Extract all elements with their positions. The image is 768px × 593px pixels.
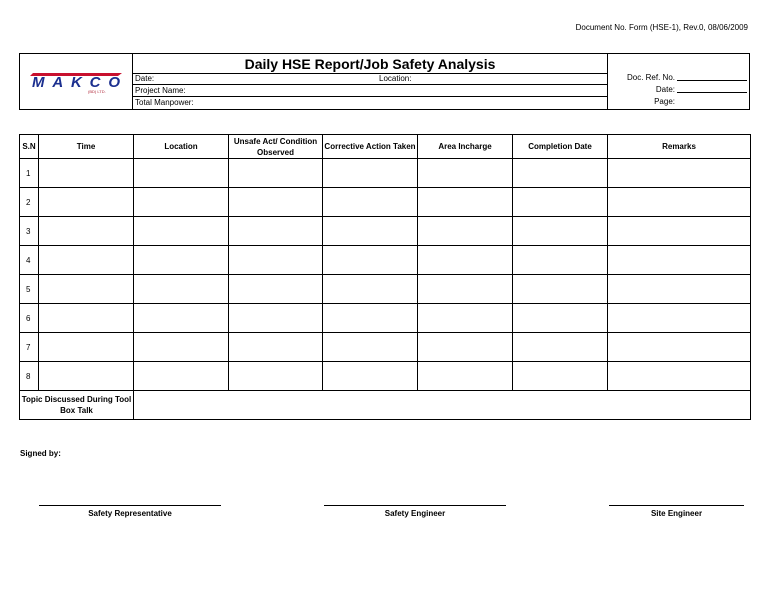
table-cell[interactable]: [418, 217, 513, 246]
table-cell[interactable]: [134, 304, 229, 333]
table-cell[interactable]: [513, 304, 608, 333]
table-cell[interactable]: [39, 304, 134, 333]
ref-date-label: Date:: [655, 85, 675, 94]
header-remarks: Remarks: [608, 135, 751, 159]
table-row: [20, 188, 751, 217]
table-cell[interactable]: [608, 188, 751, 217]
table-header-row: [20, 135, 751, 159]
table-cell[interactable]: [39, 333, 134, 362]
signature-line: [324, 505, 506, 506]
date-label: Date:: [135, 74, 155, 83]
svg-text:MAKCO: MAKCO: [32, 74, 120, 89]
signature-label: Safety Engineer: [384, 509, 446, 518]
table-row: [20, 333, 751, 362]
doc-ref-field[interactable]: [677, 72, 747, 81]
table-cell[interactable]: [513, 362, 608, 391]
table-cell[interactable]: [323, 217, 418, 246]
table-cell[interactable]: [323, 188, 418, 217]
table-cell[interactable]: [229, 246, 323, 275]
header-corrective-action: Corrective Action Taken: [323, 135, 418, 159]
signature-safety-engineer: [324, 505, 506, 518]
table-cell[interactable]: [513, 333, 608, 362]
table-cell[interactable]: [418, 246, 513, 275]
table-cell[interactable]: [418, 275, 513, 304]
table-cell[interactable]: [39, 275, 134, 304]
ref-date-field[interactable]: [677, 84, 747, 93]
header-unsafe-act: Unsafe Act/ Condition Observed: [229, 135, 323, 159]
table-cell[interactable]: [229, 159, 323, 188]
row-number: 8: [20, 362, 39, 391]
header-completion-date: Completion Date: [513, 135, 608, 159]
table-cell[interactable]: [39, 217, 134, 246]
table-cell[interactable]: [39, 188, 134, 217]
manpower-row: [133, 97, 607, 109]
date-location-row: [133, 73, 607, 85]
total-manpower-label: Total Manpower:: [135, 98, 194, 107]
ref-page-line: [617, 96, 747, 107]
table-cell[interactable]: [323, 304, 418, 333]
table-cell[interactable]: [513, 246, 608, 275]
table-cell[interactable]: [229, 275, 323, 304]
table-cell[interactable]: [418, 159, 513, 188]
table-cell[interactable]: [608, 217, 751, 246]
table-row: [20, 217, 751, 246]
project-row: [133, 85, 607, 97]
table-cell[interactable]: [608, 333, 751, 362]
location-label: Location:: [379, 74, 412, 83]
table-cell[interactable]: [608, 362, 751, 391]
signed-by-label: Signed by:: [20, 449, 61, 458]
header-location: Location: [134, 135, 229, 159]
ref-page-label: Page:: [654, 97, 675, 106]
makco-logo: [30, 71, 124, 89]
toolbox-talk-row: [20, 391, 751, 420]
signature-label: Site Engineer: [650, 509, 703, 518]
row-number: 4: [20, 246, 39, 275]
safety-analysis-table: [19, 134, 751, 420]
signature-line: [609, 505, 744, 506]
signature-site-engineer: [609, 505, 744, 518]
table-cell[interactable]: [418, 362, 513, 391]
header-time: Time: [39, 135, 134, 159]
toolbox-talk-field[interactable]: [134, 391, 751, 420]
logo-subtext: (BD) LTD.: [88, 89, 106, 94]
table-cell[interactable]: [323, 275, 418, 304]
ref-page-field[interactable]: [677, 97, 747, 105]
table-cell[interactable]: [608, 246, 751, 275]
project-name-label: Project Name:: [135, 86, 186, 95]
table-cell[interactable]: [134, 188, 229, 217]
table-cell[interactable]: [418, 188, 513, 217]
logo-cell: [20, 54, 133, 109]
table-cell[interactable]: [134, 275, 229, 304]
table-cell[interactable]: [418, 333, 513, 362]
table-row: [20, 246, 751, 275]
table-cell[interactable]: [229, 333, 323, 362]
title-cell: [133, 54, 608, 109]
table-cell[interactable]: [134, 217, 229, 246]
header-sn: S.N: [20, 135, 39, 159]
header-area-incharge: Area Incharge: [418, 135, 513, 159]
table-cell[interactable]: [513, 159, 608, 188]
document-number: Document No. Form (HSE-1), Rev.0, 08/06/2009: [575, 23, 748, 32]
table-cell[interactable]: [513, 188, 608, 217]
table-cell[interactable]: [513, 217, 608, 246]
row-number: 3: [20, 217, 39, 246]
table-cell[interactable]: [608, 275, 751, 304]
row-number: 5: [20, 275, 39, 304]
doc-ref-line: [617, 72, 747, 83]
row-number: 2: [20, 188, 39, 217]
report-title: Daily HSE Report/Job Safety Analysis: [133, 55, 607, 74]
table-cell[interactable]: [323, 362, 418, 391]
doc-ref-label: Doc. Ref. No.: [626, 73, 675, 82]
table-row: [20, 362, 751, 391]
table-cell[interactable]: [134, 159, 229, 188]
reference-cell: [608, 54, 749, 109]
table-cell[interactable]: [229, 188, 323, 217]
table-cell[interactable]: [513, 275, 608, 304]
row-number: 1: [20, 159, 39, 188]
row-number: 7: [20, 333, 39, 362]
table-cell[interactable]: [134, 362, 229, 391]
table-cell[interactable]: [39, 246, 134, 275]
table-cell[interactable]: [134, 246, 229, 275]
table-cell[interactable]: [418, 304, 513, 333]
signature-label: Safety Representative: [88, 509, 172, 518]
ref-date-line: [617, 84, 747, 95]
table-cell[interactable]: [608, 159, 751, 188]
table-cell[interactable]: [39, 362, 134, 391]
table-row: [20, 275, 751, 304]
table-cell[interactable]: [323, 333, 418, 362]
report-header: [19, 53, 750, 110]
table-row: [20, 304, 751, 333]
signature-safety-representative: [39, 505, 221, 518]
signature-line: [39, 505, 221, 506]
table-cell[interactable]: [134, 333, 229, 362]
table-cell[interactable]: [229, 362, 323, 391]
row-number: 6: [20, 304, 39, 333]
table-cell[interactable]: [323, 159, 418, 188]
table-cell[interactable]: [608, 304, 751, 333]
table-cell[interactable]: [323, 246, 418, 275]
table-cell[interactable]: [39, 159, 134, 188]
table-row: [20, 159, 751, 188]
toolbox-talk-label: Topic Discussed During Tool Box Talk: [20, 391, 134, 420]
table-cell[interactable]: [229, 304, 323, 333]
table-cell[interactable]: [229, 217, 323, 246]
